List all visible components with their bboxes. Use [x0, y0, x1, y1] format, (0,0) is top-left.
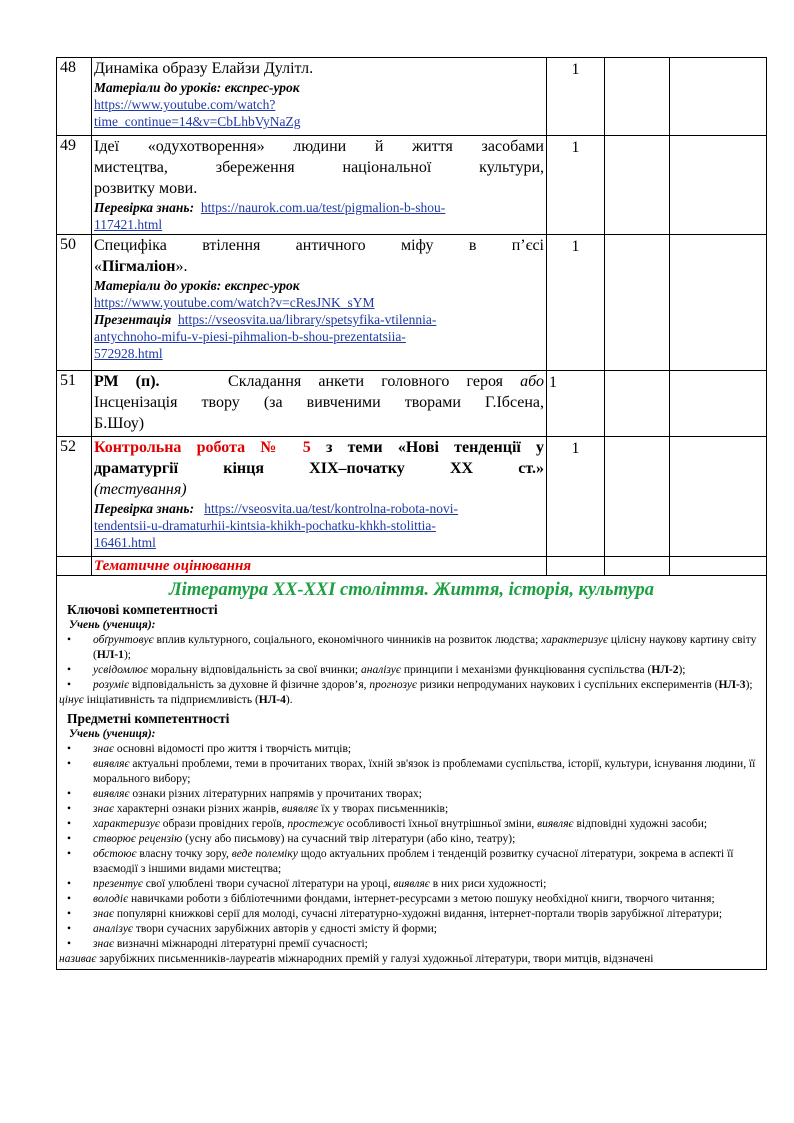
table-row	[57, 557, 767, 576]
lesson-title-part: Складання анкети головного героя	[228, 373, 504, 390]
list-item: • знає визначні міжнародні літературні премії сучасності;	[59, 937, 764, 952]
lesson-content	[92, 437, 547, 557]
check-label: Перевірка знань:	[94, 200, 195, 215]
empty-cell	[670, 235, 767, 371]
presentation-label: Презентація	[94, 312, 172, 327]
hours-cell: 1	[547, 58, 605, 136]
list-item: • створює рецензію (усну або письмову) на сучасний твір літератури (або кіно, театру);	[59, 832, 764, 847]
section-title: Література ХХ-ХХІ століття. Життя, історія, культура	[168, 580, 655, 600]
list-item: • обстоює власну точку зору, веде полеміку щодо актуальних проблем і тенденцій розвитку сучасної літератури, зокрема в аспекті її взаємодії з іншими видами мистецтва;	[59, 847, 764, 877]
lesson-title-line: Специфіка втілення античного міфу в п’єсі	[94, 237, 544, 254]
list-item: • виявляє ознаки різних літературних напрямів у прочитаних творах;	[59, 787, 764, 802]
empty-cell	[605, 235, 670, 371]
lesson-content	[92, 371, 547, 437]
lesson-link[interactable]: tendentsii-u-dramaturhii-kintsia-khikh-pochatku-khkh-stolittia-	[94, 518, 436, 533]
quote-open: «	[94, 258, 102, 275]
list-item: • знає популярні книжкові серії для молоді, сучасні літературно-художні видання, інтернет-портали творів зарубіжної літератури;	[59, 907, 764, 922]
list-item: • володіє навичками роботи з бібліотечними фондами, інтернет-ресурсами з метою пошуку необхідної книги, творчого читання;	[59, 892, 764, 907]
empty-cell	[605, 557, 670, 576]
materials-label: Матеріали до уроків: експрес-урок	[94, 80, 300, 95]
empty-cell	[605, 371, 670, 437]
lesson-link[interactable]: https://www.youtube.com/watch?v=cResJNK_sYM	[94, 295, 375, 310]
table-row	[57, 235, 767, 371]
lesson-link[interactable]: antychnoho-mifu-v-piesi-pihmalion-b-shou-prezentatsiia-	[94, 329, 406, 344]
key-competences-heading: Ключові компетентності	[67, 602, 218, 617]
table-row	[57, 136, 767, 235]
list-item: • презентує свої улюблені твори сучасної літератури на уроці, виявляє в них риси художності;	[59, 877, 764, 892]
control-work-label: Контрольна робота № 5	[94, 439, 311, 456]
empty-cell	[605, 437, 670, 557]
lesson-title-part: драматургії кінця XIX–початку XX ст.»	[94, 460, 544, 477]
empty-cell	[605, 136, 670, 235]
competences-row	[57, 576, 767, 970]
check-label: Перевірка знань:	[94, 501, 195, 516]
list-item: • виявляє актуальні проблеми, теми в прочитаних творах, їхній зв'язок із проблемами суспільства, історії, культури, існування людини, її морального вибору;	[59, 757, 764, 787]
rm-label: РМ (п).	[94, 373, 160, 390]
table-row	[57, 371, 767, 437]
lesson-link[interactable]: 117421.html	[94, 217, 163, 232]
lesson-number: 52	[57, 437, 92, 557]
empty-cell	[670, 371, 767, 437]
list-item: • усвідомлює моральну відповідальність за свої вчинки; аналізує принципи і механізми функціювання суспільства (НЛ-2);	[59, 663, 764, 678]
empty-cell	[670, 557, 767, 576]
lesson-link[interactable]: https://naurok.com.ua/test/pigmalion-b-shou-	[200, 200, 446, 215]
key-competences-list	[59, 633, 764, 693]
lesson-link[interactable]: https://www.youtube.com/watch?	[94, 97, 276, 112]
list-item-unbulleted: цінує ініціативність та підприємливість (НЛ-4).	[59, 694, 293, 706]
list-item: • аналізує твори сучасних зарубіжних авторів у єдності змісту й форми;	[59, 922, 764, 937]
subject-competences-list	[59, 742, 764, 952]
subject-competences-heading: Предметні компетентності	[67, 711, 230, 726]
lesson-number: 49	[57, 136, 92, 235]
test-note: (тестування)	[94, 481, 187, 498]
lesson-link[interactable]: https://vseosvita.ua/test/kontrolna-robota-novi-	[204, 501, 459, 516]
hours-cell: 1	[547, 235, 605, 371]
empty-cell	[547, 557, 605, 576]
hours-cell: 1	[547, 371, 605, 437]
empty-cell	[670, 136, 767, 235]
student-label: Учень (учениця):	[69, 619, 156, 631]
competences-cell	[57, 576, 767, 970]
table-row	[57, 437, 767, 557]
lesson-content	[92, 235, 547, 371]
lesson-title-line: Б.Шоу)	[94, 415, 145, 432]
lesson-title-line: Інсценізація твору (за вивченими творами Г.Ібсена,	[94, 394, 544, 411]
lesson-number: 48	[57, 58, 92, 136]
thematic-evaluation: Тематичне оцінювання	[92, 557, 547, 576]
table-row	[57, 58, 767, 136]
quote-close: ».	[175, 258, 188, 275]
hours-cell: 1	[547, 437, 605, 557]
lesson-number: 50	[57, 235, 92, 371]
list-item: • знає характерні ознаки різних жанрів, виявляє їх у творах письменників;	[59, 802, 764, 817]
lesson-content	[92, 58, 547, 136]
lesson-link[interactable]: 572928.html	[94, 346, 163, 361]
lesson-title-line: Ідеї «одухотворення» людини й життя засобами	[94, 138, 544, 155]
empty-cell	[670, 437, 767, 557]
empty-cell	[605, 58, 670, 136]
lesson-title: Динаміка образу Елайзи Дулітл.	[94, 60, 314, 77]
play-title: Пігмаліон	[102, 258, 176, 275]
hours-cell: 1	[547, 136, 605, 235]
list-item: • характеризує образи провідних героїв, простежує особливості їхньої внутрішньої зміни, виявляє відповідні художні засоби;	[59, 817, 764, 832]
lesson-link[interactable]: time_continue=14&v=CbLhbVyNaZg	[94, 114, 301, 129]
lesson-link[interactable]: 16461.html	[94, 535, 156, 550]
list-item: • знає основні відомості про життя і творчість митців;	[59, 742, 764, 757]
lesson-number: 51	[57, 371, 92, 437]
lesson-title-line: мистецтва, збереження національної культури,	[94, 159, 544, 176]
lesson-title-part: з теми «Нові тенденції у	[325, 439, 545, 456]
empty-cell	[670, 58, 767, 136]
materials-label: Матеріали до уроків: експрес-урок	[94, 278, 300, 293]
lesson-title-line: розвитку мови.	[94, 180, 198, 197]
lesson-plan-table	[56, 57, 767, 970]
or-word: або	[520, 373, 545, 390]
document-page	[56, 57, 766, 970]
list-item: • обґрунтовує вплив культурного, соціального, економічного чинників на розвиток людства; характеризує цілісну наукову картину світу (НЛ-1);	[59, 633, 764, 663]
list-item: • розуміє відповідальність за духовне й фізичне здоров’я, прогнозує ризики непродуманих наукових і суспільних експериментів (НЛ-3);	[59, 678, 764, 693]
lesson-link[interactable]: https://vseosvita.ua/library/spetsyfika-vtilennia-	[178, 312, 437, 327]
student-label: Учень (учениця):	[69, 728, 156, 740]
list-item-unbulleted: називає зарубіжних письменників-лауреатів міжнародних премій у галузі художньої літератури, твори митців, відзначені	[59, 953, 654, 965]
lesson-content	[92, 136, 547, 235]
empty-cell	[57, 557, 92, 576]
